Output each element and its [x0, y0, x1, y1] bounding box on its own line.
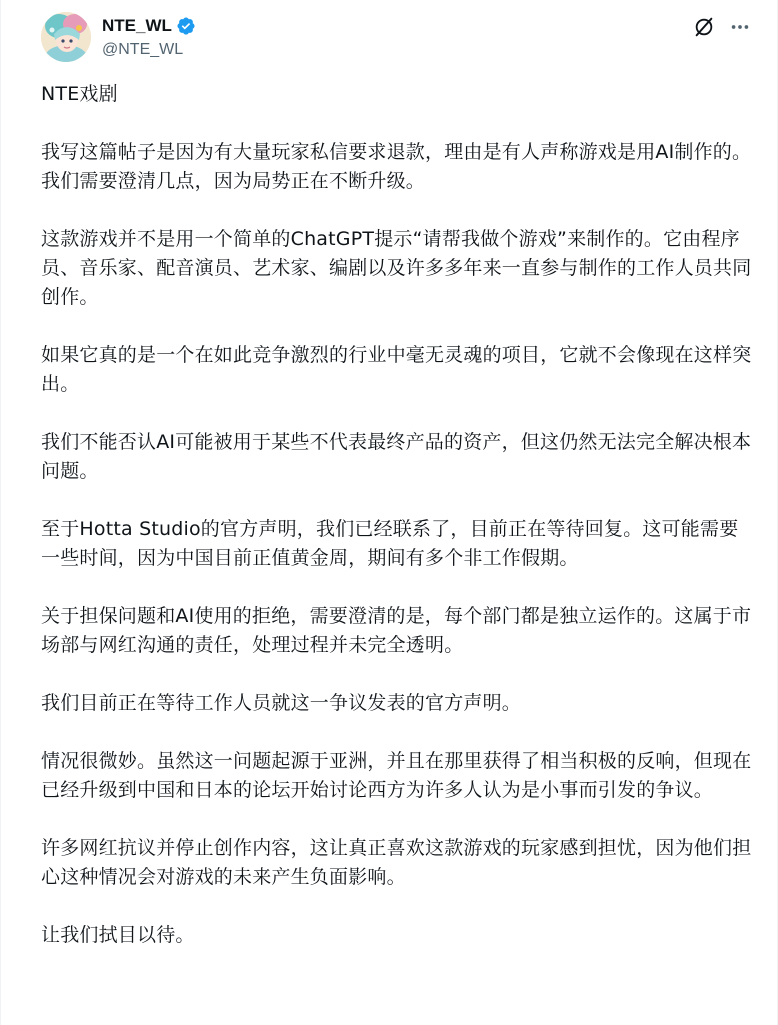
post-paragraph: 至于Hotta Studio的官方声明，我们已经联系了，目前正在等待回复。这可能需要一些时间，因为中国目前正值黄金周，期间有多个非工作假期。 — [41, 518, 739, 569]
header-actions — [681, 14, 753, 40]
post-paragraph: 我们目前正在等待工作人员就这一争议发表的官方声明。 — [41, 692, 522, 714]
grok-icon[interactable] — [691, 14, 717, 40]
post-paragraph: 许多网红抗议并停止创作内容，这让真正喜欢这款游戏的玩家感到担忧，因为他们担心这种情况会对游戏的未来产生负面影响。 — [41, 837, 752, 888]
display-name[interactable]: NTE_WL — [102, 16, 172, 35]
post-paragraph: 我们不能否认AI可能被用于某些不代表最终产品的资产，但这仍然无法完全解决根本问题。 — [41, 431, 752, 482]
user-handle[interactable]: @NTE_WL — [102, 41, 184, 58]
post-paragraph: 情况很微妙。虽然这一问题起源于亚洲，并且在那里获得了相当积极的反响，但现在已经升级到中国和日本的论坛开始讨论西方为许多人认为是小事而引发的争议。 — [41, 750, 752, 801]
post-paragraph: 关于担保问题和AI使用的拒绝，需要澄清的是，每个部门都是独立运作的。这属于市场部与网红沟通的责任，处理过程并未完全透明。 — [41, 605, 752, 656]
post-paragraph: NTE戏剧 — [41, 83, 118, 105]
avatar[interactable] — [41, 12, 91, 62]
post-paragraph: 让我们拭目以待。 — [41, 924, 195, 946]
post-header — [41, 12, 753, 64]
post-paragraph: 我写这篇帖子是因为有大量玩家私信要求退款，理由是有人声称游戏是用AI制作的。我们需要澄清几点，因为局势正在不断升级。 — [41, 141, 752, 192]
post-paragraph: 这款游戏并不是用一个简单的ChatGPT提示“请帮我做个游戏”来制作的。它由程序员、音乐家、配音演员、艺术家、编剧以及许多多年来一直参与制作的工作人员共同创作。 — [41, 228, 752, 308]
post-body — [41, 80, 753, 979]
avatar-image — [41, 12, 91, 62]
post-paragraph: 如果它真的是一个在如此竞争激烈的行业中毫无灵魂的项目，它就不会像现在这样突出。 — [41, 344, 752, 395]
user-info — [102, 15, 196, 59]
verified-badge-icon — [176, 16, 196, 36]
display-name-row — [102, 15, 196, 37]
more-options-icon[interactable] — [727, 14, 753, 40]
